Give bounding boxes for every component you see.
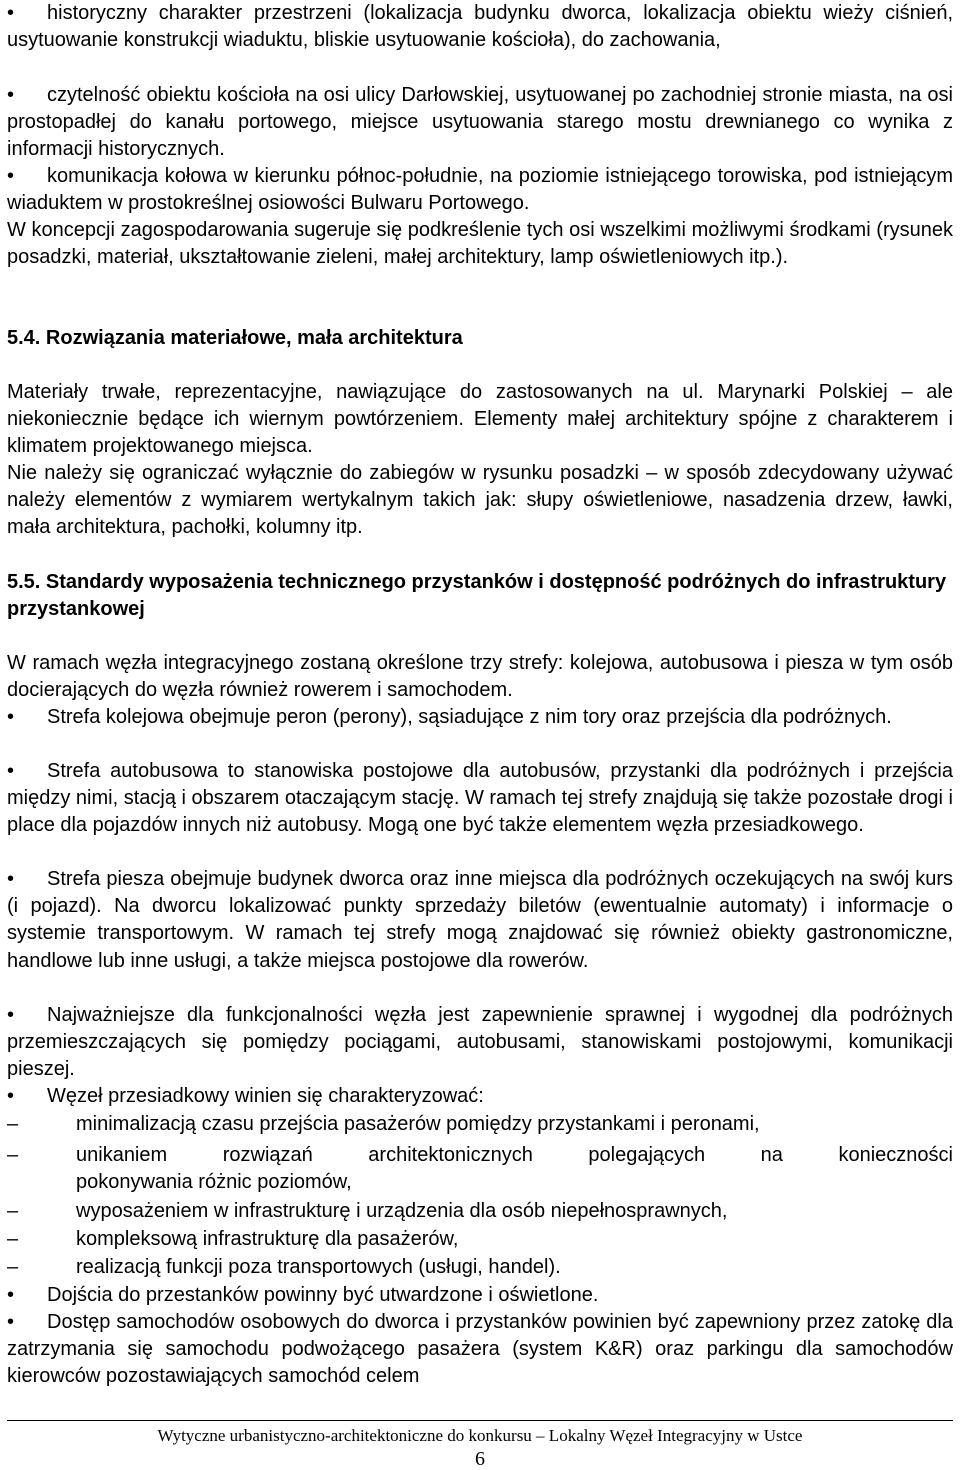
bullet-icon: • — [7, 84, 15, 106]
list-item-text: Strefa kolejowa obejmuje peron (perony), sąsiadujące z nim tory oraz przejścia dla podróżnych. — [47, 706, 892, 728]
section-heading: 5.4. Rozwiązania materiałowe, mała architektura — [7, 327, 463, 349]
footer-divider — [7, 1420, 953, 1421]
sub-list-item-text: realizacją funkcji poza transportowych (usługi, handel). — [76, 1256, 561, 1278]
list-item — [7, 758, 953, 840]
list-item — [7, 1282, 953, 1309]
list-item-text: Dostęp samochodów osobowych do dworca i przystanków powinien być zapewniony przez zatokę dla zatrzymania się samochodu podwożącego pasażera (system K&R) oraz parkingu dla samochodów kierowców pozostawiających samochód celem — [7, 1311, 953, 1388]
sub-list-item — [7, 1142, 953, 1169]
list-item — [7, 704, 953, 731]
paragraph: W ramach węzła integracyjnego zostaną określone trzy strefy: kolejowa, autobusowa i piesza w tym osób docierających do węzła również rowerem i samochodem. — [7, 652, 953, 702]
page-number: 6 — [475, 1448, 485, 1470]
sub-list-item-continuation — [7, 1169, 953, 1196]
bullet-icon: • — [7, 760, 15, 782]
bullet-icon: • — [7, 868, 15, 890]
paragraph: W koncepcji zagospodarowania sugeruje się podkreślenie tych osi wszelkimi możliwymi środkami (rysunek posadzki, materiał, ukształtowanie zieleni, małej architektury, lamp oświetleniowych itp.). — [7, 219, 953, 269]
list-item — [7, 866, 953, 975]
list-item-text: Dojścia do przestanków powinny być utwardzone i oświetlone. — [47, 1284, 599, 1306]
dash-icon: – — [7, 1256, 19, 1278]
list-item-text: Węzeł przesiadkowy winien się charakteryzować: — [47, 1085, 484, 1107]
bullet-icon: • — [7, 2, 15, 24]
list-item-text: Najważniejsze dla funkcjonalności węzła jest zapewnienie sprawnej i wygodnej dla podróżnych przemieszczających się pomiędzy pociągami, autobusami, stanowiskami postojowymi, komunikacji pieszej. — [7, 1004, 953, 1081]
list-item — [7, 82, 953, 164]
sub-list-item — [7, 1111, 953, 1138]
paragraph: Materiały trwałe, reprezentacyjne, nawiązujące do zastosowanych na ul. Marynarki Polskiej – ale niekoniecznie będące ich wiernym powtórzeniem. Elementy małej architektury spójne z charakterem i klimatem projektowanego miejsca. — [7, 381, 953, 458]
sub-list-item — [7, 1254, 953, 1281]
dash-icon: – — [7, 1144, 19, 1166]
bullet-icon: • — [7, 1004, 15, 1026]
bullet-icon: • — [7, 165, 15, 187]
sub-list-item-text: wyposażeniem w infrastrukturę i urządzenia dla osób niepełnosprawnych, — [76, 1200, 728, 1222]
dash-icon: – — [7, 1200, 19, 1222]
dash-icon: – — [7, 1113, 19, 1135]
bullet-icon: • — [7, 1311, 15, 1333]
list-item-text: komunikacja kołowa w kierunku północ-południe, na poziomie istniejącego torowiska, pod istniejącym wiaduktem w prostokreślnej osiowości Bulwaru Portowego. — [7, 165, 953, 215]
bullet-icon: • — [7, 1085, 15, 1107]
list-item-text: historyczny charakter przestrzeni (lokalizacja budynku dworca, lokalizacja obiektu wieży ciśnień, usytuowanie konstrukcji wiaduktu, bliskie usytuowanie kościoła), do zachowania, — [7, 2, 953, 52]
sub-list-item-text: kompleksową infrastrukturę dla pasażerów, — [76, 1228, 459, 1250]
dash-icon: – — [7, 1228, 19, 1250]
sub-list-item-text: pokonywania różnic poziomów, — [76, 1171, 352, 1193]
bullet-icon: • — [7, 1284, 15, 1306]
paragraph: Nie należy się ograniczać wyłącznie do zabiegów w rysunku posadzki – w sposób zdecydowany używać należy elementów z wymiarem wertykalnym takich jak: słupy oświetleniowe, nasadzenia drzew, ławki, mała architektura, pachołki, kolumny itp. — [7, 462, 953, 539]
list-item-text: Strefa piesza obejmuje budynek dworca oraz inne miejsca dla podróżnych oczekujących na swój kurs (i pojazd). Na dworcu lokalizować punkty sprzedaży biletów (ewentualnie automaty) i informacje o systemie transportowym. W ramach tej strefy mogą znajdować się również obiekty gastronomiczne, handlowe lub inne usługi, a także miejsca postojowe dla rowerów. — [7, 868, 953, 972]
list-item — [7, 0, 953, 54]
footer-text: Wytyczne urbanistyczno-architektoniczne do konkursu – Lokalny Węzeł Integracyjny w Ustce — [157, 1426, 803, 1445]
list-item — [7, 1309, 953, 1391]
bullet-icon: • — [7, 706, 15, 728]
sub-list-item — [7, 1198, 953, 1225]
list-item-text: czytelność obiektu kościoła na osi ulicy Darłowskiej, usytuowanej po zachodniej stronie miasta, na osi prostopadłej do kanału portowego, miejsce usytuowania starego mostu drewnianego co wynika z informacji historycznych. — [7, 84, 953, 161]
list-item — [7, 1002, 953, 1084]
sub-list-item — [7, 1226, 953, 1253]
list-item — [7, 1083, 953, 1110]
section-heading: 5.5. Standardy wyposażenia technicznego przystanków i dostępność podróżnych do infrastruktury przystankowej — [7, 571, 947, 621]
list-item-text: Strefa autobusowa to stanowiska postojowe dla autobusów, przystanki dla podróżnych i przejścia między nimi, stacją i obszarem otaczającym stację. W ramach tej strefy znajdują się także pozostałe drogi i place dla pojazdów innych niż autobusy. Mogą one być także elementem węzła przesiadkowego. — [7, 760, 953, 837]
sub-list-item-text: minimalizacją czasu przejścia pasażerów pomiędzy przystankami i peronami, — [76, 1113, 760, 1135]
sub-list-item-text: unikaniem rozwiązań architektonicznych polegających na konieczności — [76, 1144, 953, 1166]
list-item — [7, 163, 953, 217]
